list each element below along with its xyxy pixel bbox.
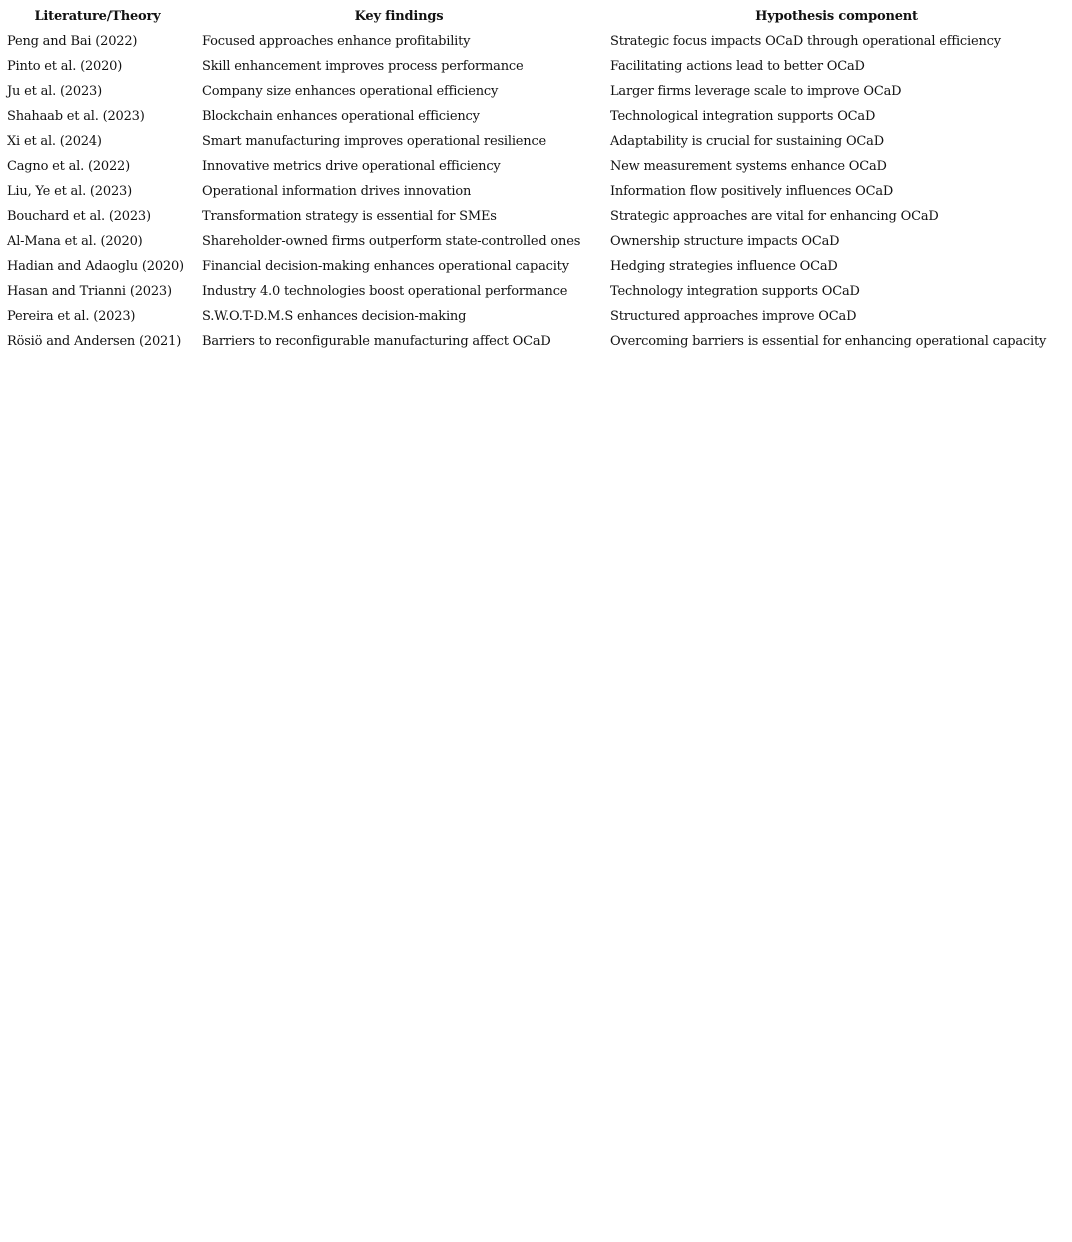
cell-literature: Bouchard et al. (2023) bbox=[7, 209, 151, 224]
cell-key-finding: Innovative metrics drive operational efficiency bbox=[202, 159, 501, 174]
cell-key-finding: Skill enhancement improves process performance bbox=[202, 59, 524, 74]
table-row bbox=[0, 329, 1070, 354]
cell-hypothesis: Strategic focus impacts OCaD through operational efficiency bbox=[610, 34, 1001, 49]
cell-hypothesis: Overcoming barriers is essential for enhancing operational capacity bbox=[610, 334, 1047, 349]
cell-literature: Ju et al. (2023) bbox=[7, 84, 102, 99]
header-literature-theory: Literature/Theory bbox=[34, 9, 161, 24]
cell-key-finding: Operational information drives innovation bbox=[202, 184, 472, 199]
cell-literature: Shahaab et al. (2023) bbox=[7, 109, 145, 124]
cell-key-finding: Barriers to reconfigurable manufacturing affect OCaD bbox=[202, 334, 551, 349]
table-row bbox=[0, 79, 1070, 104]
cell-literature: Al-Mana et al. (2020) bbox=[7, 234, 143, 249]
cell-hypothesis: Ownership structure impacts OCaD bbox=[610, 234, 840, 249]
header-row bbox=[0, 4, 1070, 29]
cell-literature: Pereira et al. (2023) bbox=[7, 309, 136, 324]
cell-literature: Hadian and Adaoglu (2020) bbox=[7, 259, 184, 274]
cell-hypothesis: New measurement systems enhance OCaD bbox=[610, 159, 887, 174]
cell-hypothesis: Adaptability is crucial for sustaining OCaD bbox=[610, 134, 884, 149]
cell-key-finding: S.W.O.T-D.M.S enhances decision-making bbox=[202, 309, 467, 324]
cell-hypothesis: Information flow positively influences OCaD bbox=[610, 184, 894, 199]
cell-hypothesis: Structured approaches improve OCaD bbox=[610, 309, 857, 324]
table-row bbox=[0, 204, 1070, 229]
table-row bbox=[0, 279, 1070, 304]
cell-hypothesis: Hedging strategies influence OCaD bbox=[610, 259, 838, 274]
cell-key-finding: Industry 4.0 technologies boost operational performance bbox=[202, 284, 568, 299]
table-row bbox=[0, 254, 1070, 279]
cell-literature: Cagno et al. (2022) bbox=[7, 159, 131, 174]
literature-hypothesis-table bbox=[0, 4, 1070, 354]
cell-hypothesis: Larger firms leverage scale to improve OCaD bbox=[610, 84, 902, 99]
cell-key-finding: Focused approaches enhance profitability bbox=[202, 34, 471, 49]
table-header bbox=[0, 4, 1070, 29]
cell-key-finding: Financial decision-making enhances operational capacity bbox=[202, 259, 569, 274]
table-row bbox=[0, 54, 1070, 79]
table-row bbox=[0, 129, 1070, 154]
cell-hypothesis: Technology integration supports OCaD bbox=[610, 284, 860, 299]
cell-key-finding: Shareholder-owned firms outperform state-controlled ones bbox=[202, 234, 581, 249]
table-row bbox=[0, 179, 1070, 204]
cell-hypothesis: Facilitating actions lead to better OCaD bbox=[610, 59, 865, 74]
cell-literature: Peng and Bai (2022) bbox=[7, 34, 138, 49]
cell-key-finding: Blockchain enhances operational efficiency bbox=[202, 109, 480, 124]
cell-literature: Liu, Ye et al. (2023) bbox=[7, 184, 132, 199]
literature-table-container bbox=[0, 4, 1072, 354]
table-row bbox=[0, 229, 1070, 254]
cell-key-finding: Company size enhances operational efficiency bbox=[202, 84, 499, 99]
cell-literature: Pinto et al. (2020) bbox=[7, 59, 123, 74]
table-body bbox=[0, 29, 1070, 354]
table-row bbox=[0, 104, 1070, 129]
table-row bbox=[0, 29, 1070, 54]
cell-literature: Hasan and Trianni (2023) bbox=[7, 284, 172, 299]
cell-key-finding: Smart manufacturing improves operational resilience bbox=[202, 134, 547, 149]
cell-hypothesis: Technological integration supports OCaD bbox=[610, 109, 876, 124]
table-row bbox=[0, 304, 1070, 329]
table-row bbox=[0, 154, 1070, 179]
cell-literature: Rösiö and Andersen (2021) bbox=[7, 334, 182, 349]
header-hypothesis-component: Hypothesis component bbox=[755, 9, 918, 24]
cell-literature: Xi et al. (2024) bbox=[7, 134, 102, 149]
cell-key-finding: Transformation strategy is essential for SMEs bbox=[202, 209, 497, 224]
cell-hypothesis: Strategic approaches are vital for enhancing OCaD bbox=[610, 209, 939, 224]
header-key-findings: Key findings bbox=[354, 9, 444, 24]
